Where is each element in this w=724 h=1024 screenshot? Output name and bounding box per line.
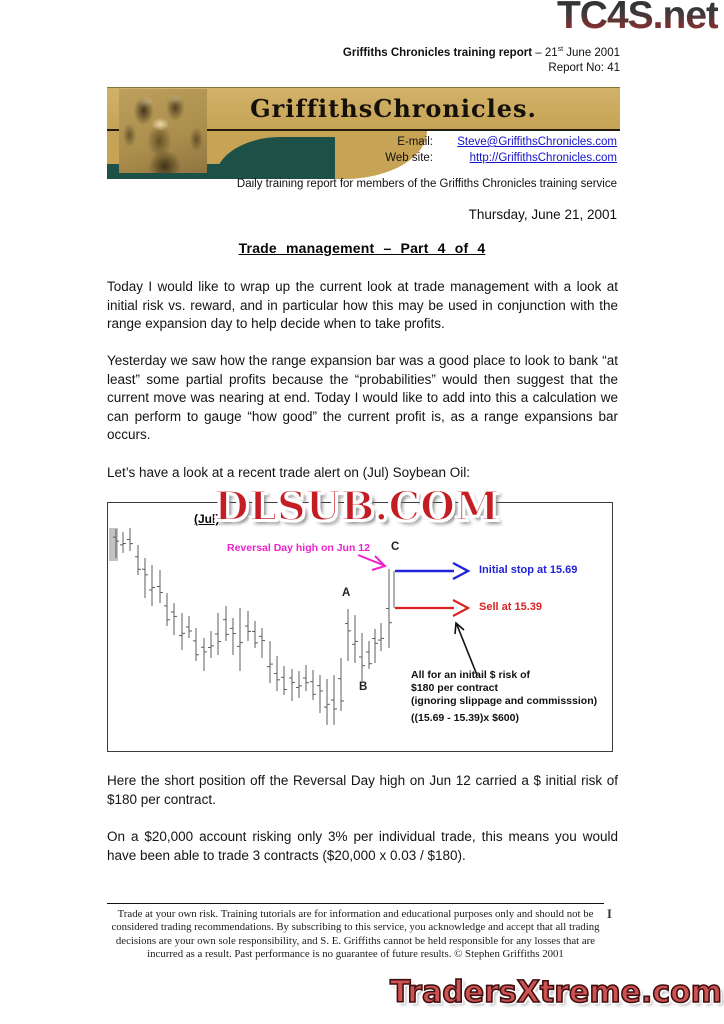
service-subtitle: Daily training report for members of the Griffiths Chronicles training service bbox=[236, 178, 617, 190]
website-row bbox=[385, 151, 617, 167]
page-number: I bbox=[607, 907, 612, 921]
risk-formula: ((15.69 - 15.39)x $600) bbox=[411, 712, 519, 724]
disclaimer: Trade at your own risk. Training tutorials are for information and educational purposes only and should not be considered trading recommendations. By subscribing to this service, you acknowledge and accept that all trading decisions are your own sole responsibility, and S. E. Griffiths cannot be held responsible for any losses that are incurred as a result. Past performance is no guarantee of future results. © Stephen Griffiths 2001 bbox=[107, 903, 604, 962]
risk-arrow-line bbox=[457, 625, 477, 675]
report-header bbox=[343, 42, 620, 76]
risk-note-line2: $180 per contract bbox=[411, 682, 498, 694]
traders-photo bbox=[119, 89, 207, 173]
report-date: Thursday, June 21, 2001 bbox=[468, 207, 617, 222]
email-link[interactable]: Steve@GriffithsChronicles.com bbox=[457, 136, 617, 148]
report-date-rest: June 2001 bbox=[563, 46, 620, 59]
tc4s-logo: TC4S.net bbox=[557, 0, 718, 38]
banner-teal-curve bbox=[215, 137, 337, 179]
website-link[interactable]: http://GriffithsChronicles.com bbox=[469, 151, 617, 164]
soybean-oil-chart bbox=[107, 483, 613, 752]
annotation-arrows bbox=[358, 555, 477, 675]
dlsub-watermark: DLSUB.COM bbox=[214, 483, 500, 530]
chart-canvas bbox=[108, 503, 614, 753]
paragraph-intro: Today I would like to wrap up the current look at trade management with a look at initial risk vs. reward, and in particular how this may be used in conjunction with the range expansion day to help decide when to take profits. bbox=[107, 279, 618, 332]
risk-note bbox=[411, 669, 597, 708]
paragraph-sizing: On a $20,000 account risking only 3% per individual trade, this means you would have been able to trade 3 contracts ($20,000 x 0.03 / $180). bbox=[107, 829, 618, 863]
banner-title: GriffithsChronicles. bbox=[250, 94, 537, 123]
report-number: Report No: 41 bbox=[548, 61, 620, 74]
email-row bbox=[385, 135, 617, 151]
label-c: C bbox=[391, 541, 400, 553]
website-label: Web site: bbox=[385, 151, 433, 164]
chart-title: (Jul) bbox=[194, 512, 220, 526]
report-date-dash: – 21 bbox=[532, 46, 558, 59]
tradersxtreme-logo: TradersXtreme.com bbox=[390, 975, 722, 1010]
stop-arrow-icon bbox=[453, 563, 468, 579]
initial-stop-label: Initial stop at 15.69 bbox=[479, 564, 578, 576]
report-header-line bbox=[343, 42, 620, 61]
document-title: Trade management – Part 4 of 4 bbox=[238, 240, 486, 256]
sell-arrow-icon bbox=[453, 600, 468, 616]
price-bars bbox=[113, 528, 392, 725]
paragraph-risk: Here the short position off the Reversal Day high on Jun 12 carried a $ initial risk of $180 per contract. bbox=[107, 773, 618, 807]
paragraph-yesterday: Yesterday we saw how the range expansion bar was a good place to look to bank “at least” some partial profits because the “probabilities” would then suggest that the current move was nearing at end. Today I would like to add into this a calculation we can perform to gauge “how good” the current profit is, as a range expansions bar occurs. bbox=[107, 353, 618, 443]
contact-block bbox=[385, 135, 617, 166]
paragraph-lead-in: Let’s have a look at a recent trade alert on (Jul) Soybean Oil: bbox=[107, 465, 470, 480]
sell-label: Sell at 15.39 bbox=[479, 601, 542, 613]
label-a: A bbox=[342, 587, 351, 599]
reversal-note: Reversal Day high on Jun 12 bbox=[227, 542, 370, 554]
label-b: B bbox=[359, 681, 368, 693]
risk-note-line1: All for an initail $ risk of bbox=[411, 669, 531, 681]
email-label: E-mail: bbox=[397, 136, 433, 148]
report-date-sup: st bbox=[557, 46, 564, 53]
risk-note-line3: (ignoring slippage and commisssion) bbox=[411, 695, 598, 707]
report-title: Griffiths Chronicles training report bbox=[342, 46, 533, 59]
